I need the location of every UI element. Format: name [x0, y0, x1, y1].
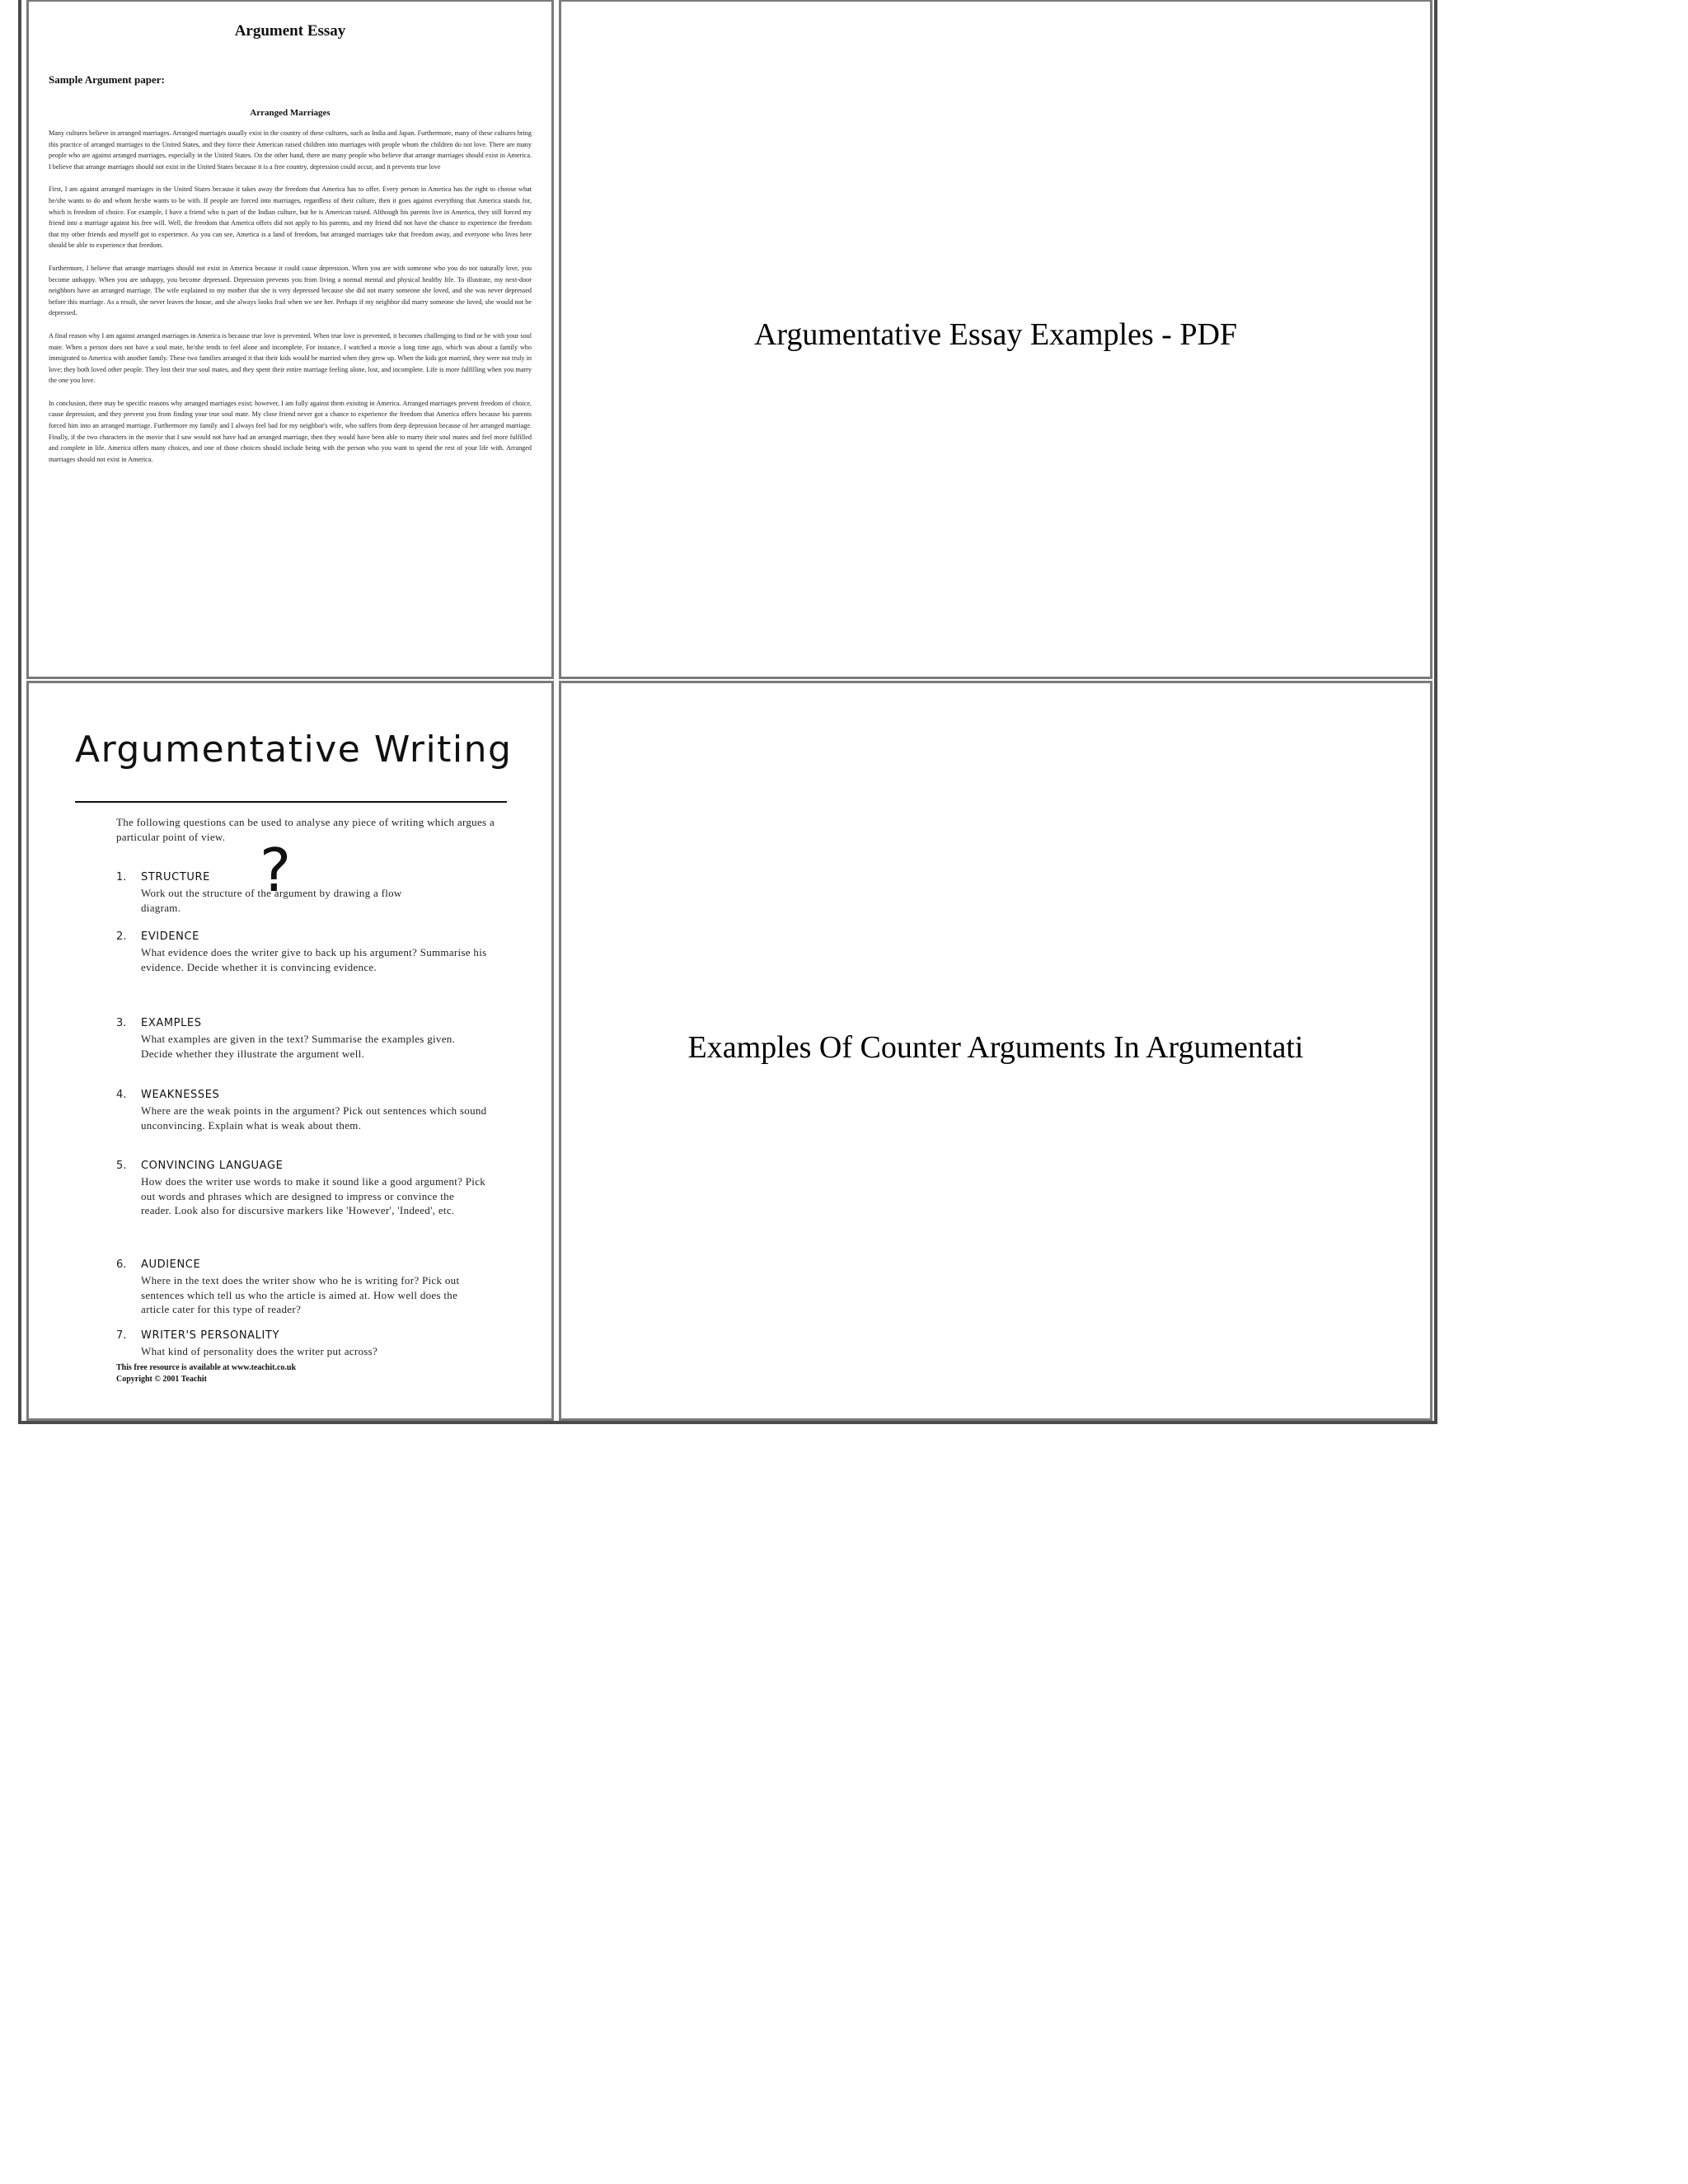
- worksheet-page: [29, 683, 551, 1418]
- caption-cell-essay-examples[interactable]: [559, 0, 1432, 679]
- essay-page: [49, 2, 532, 465]
- footer-resource-line: This free resource is available at www.teachit.co.uk: [116, 1363, 297, 1372]
- item-body: Where in the text does the writer show who he is writing for? Pick out sentences which tell us who the article is aimed at. How well does the article cater for this type of reader?: [141, 1274, 460, 1315]
- essay-sample-label: Sample Argument paper:: [49, 73, 165, 86]
- essay-thumbnail[interactable]: [26, 0, 554, 679]
- essay-subtitle: Arranged Marriages: [250, 108, 331, 118]
- item-number: 5.: [116, 1160, 127, 1172]
- item-body: How does the writer use words to make it sound like a good argument? Pick out words and phrases which are designed to impress or convince the reader. Look also for discursive markers like 'However', 'Indeed', etc.: [141, 1175, 486, 1216]
- worksheet-title: Argumentative Writing: [75, 729, 513, 771]
- item-body: Work out the structure of the argument by drawing a flow diagram.: [141, 887, 402, 914]
- worksheet-thumbnail[interactable]: [26, 681, 554, 1421]
- essay-paragraph: Many cultures believe in arranged marriages. Arranged marriages usually exist in the country of these cultures, such as India and Japan. Furthermore, many of these cultures bring this practice of arranged marriages to the United States, and they force their American raised children into marriages with people whom the children do not love. There are many people who are against arranged marriages, especially in the United States. On the other hand, there are many people who believe that arrange marriages should exist in America. I believe that arrange marriages should not exist in the United States because it is a free country, depression could occur, and it prevents true love: [49, 129, 532, 171]
- item-number: 6.: [116, 1258, 127, 1271]
- worksheet-divider: [75, 801, 507, 803]
- worksheet-footer: [116, 1362, 296, 1385]
- essay-paragraph: Furthermore, I believe that arrange marriages should not exist in America because it could cause depression. When you are with someone who you do not naturally love, you become unhappy. When you are unhappy, you become depressed. Depression prevents you from living a normal mental and physical healthy life. To illustrate, my next-door neighbors have an arranged marriage. The wife explained to my mother that she is very depressed because she did not marry someone she loved, and she was never depressed before this marriage. As a result, she never leaves the house, and she always looks frail when we see her. Perhaps if my neighbor did marry someone she loved, she would not be depressed.: [49, 264, 532, 317]
- essay-paragraph: A final reason why I am against arranged marriages in America is because true love is prevented. When true love is prevented, it becomes challenging to find or be with your soul mate. When a person does not have a soul mate, he/she tends to feel alone and incomplete. For instance, I watched a movie a long time ago, which was about a family who immigrated to America with another family. These two families arranged it that their kids would be married when they grew up. When the kids got married, they were not truly in love; they both loved other people. They lost their true soul mates, and they spent their entire marriage feeling alone, lost, and incomplete. Life is more fulfilling when you marry the one you love.: [49, 331, 532, 385]
- item-number: 7.: [116, 1329, 127, 1342]
- item-heading: STRUCTURE: [141, 871, 210, 883]
- item-number: 4.: [116, 1089, 127, 1101]
- question-mark-icon: ?: [260, 836, 292, 905]
- item-body: What evidence does the writer give to back up his argument? Summarise his evidence. Decide whether it is convincing evidence.: [141, 946, 487, 973]
- item-number: 2.: [116, 930, 127, 943]
- item-heading: WEAKNESSES: [141, 1089, 220, 1101]
- image-grid: [18, 0, 1437, 1424]
- item-heading: EVIDENCE: [141, 930, 199, 943]
- caption-essay-examples[interactable]: Argumentative Essay Examples - PDF: [753, 317, 1238, 352]
- item-heading: WRITER'S PERSONALITY: [141, 1329, 280, 1342]
- item-heading: AUDIENCE: [141, 1258, 201, 1271]
- item-number: 3.: [116, 1017, 127, 1029]
- item-heading: EXAMPLES: [141, 1017, 202, 1029]
- footer-copyright-line: Copyright © 2001 Teachit: [116, 1375, 207, 1384]
- item-number: 1.: [116, 871, 127, 883]
- caption-counter-arguments[interactable]: Examples Of Counter Arguments In Argumentati: [687, 1030, 1304, 1065]
- item-body: Where are the weak points in the argument? Pick out sentences which sound unconvincing. Explain what is weak about them.: [141, 1104, 487, 1132]
- item-body: What kind of personality does the writer put across?: [141, 1345, 378, 1357]
- caption-cell-counter-arguments[interactable]: [559, 681, 1432, 1421]
- worksheet-intro: The following questions can be used to analyse any piece of writing which argues a particular point of view.: [116, 816, 495, 843]
- item-heading: CONVINCING LANGUAGE: [141, 1160, 284, 1172]
- item-body: What examples are given in the text? Summarise the examples given. Decide whether they illustrate the argument well.: [141, 1033, 456, 1060]
- essay-paragraph: First, I am against arranged marriages in the United States because it takes away the freedom that America has to offer. Every person in America has the right to choose what he/she wants to do and whom he/she wants to be with. If people are forced into marriages, regardless of their culture, then it goes against everything that America stands for, which is freedom of choice. For example, I have a friend who is part of the Indian culture, but he is American raised. Although his parents live in America, they still forced my friend into a marriage against his free will. Well, the freedom that America offers did not apply to his parents, and my friend did not have the chance to experience the freedom that my other friends and myself got to experience. As you can see, America is a land of freedom, but arranged marriages take that freedom away, and everyone who lives here should be able to experience that freedom.: [49, 185, 532, 250]
- essay-paragraph: In conclusion, there may be specific reasons why arranged marriages exist; however, I am fully against them existing in America. Arranged marriages prevent freedom of choice, cause depression, and they prevent you from finding your true soul mate. My close friend never got a chance to experience the freedom that America offers because his parents forced him into an arranged marriage. Furthermore my family and I always feel bad for my neighbor's wife, who suffers from deep depression because of her arranged marriage. Finally, if the two characters in the movie that I saw would not have had an arranged marriage, then they would have been able to marry their soul mates and feel more fulfilled and complete in life. America offers many choices, and one of those choices should include being with the person who you want to spend the rest of your life with. Arranged marriages should not exist in America.: [49, 399, 532, 463]
- essay-title: Argument Essay: [234, 22, 346, 40]
